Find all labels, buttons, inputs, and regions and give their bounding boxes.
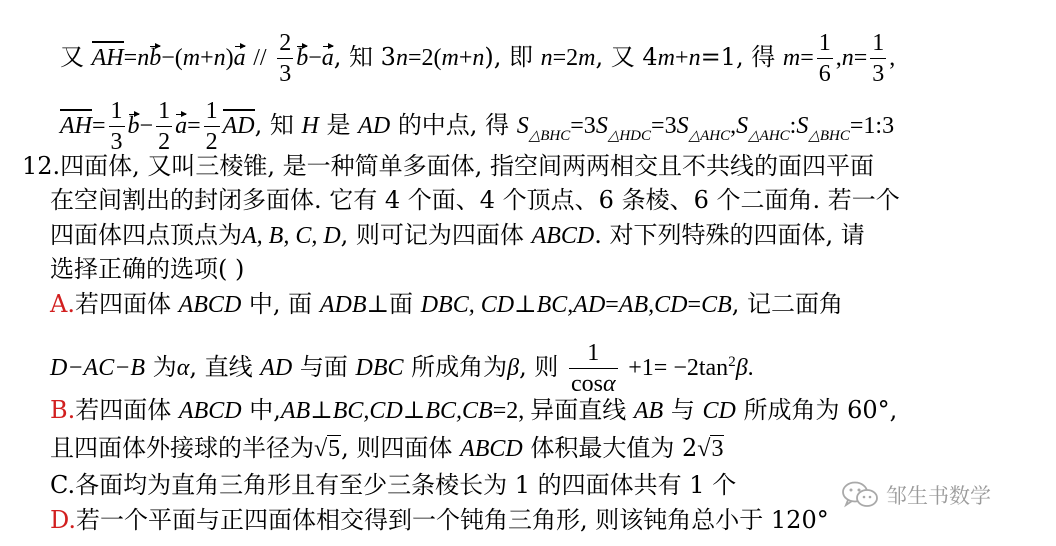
- sqrt-3: √3: [697, 436, 724, 462]
- option-a-line-1: A.若四面体 ABCD 中, 面 ADB⊥面 DBC, CD⊥BC,AD=AB,CD=CB, 记二面角: [50, 290, 843, 318]
- fraction-1-3: $\frac{1}{3}$: [110, 98, 123, 155]
- fraction-2-3: $\frac{2}{3}$: [279, 30, 292, 87]
- question-stem-line-1: 12.四面体, 又叫三棱锥, 是一种简单多面体, 指空间两两相交且不共线的面四平面: [22, 152, 874, 180]
- vector-b: b: [296, 45, 309, 71]
- option-b-label: B.: [50, 396, 76, 424]
- fraction-1-2: $\frac{1}{2}$: [158, 98, 171, 155]
- solution-line-2: AH= $\frac{1}{3}$ b− $\frac{1}{2}$ a= $\frac{1}{2}$ AD, 知 H 是 AD 的中点, 得 $S_{\triangle BHC}=3S_{\triangle HDC}=3S_{\triangle AHC},S_{\triangle AHC}:S_{\triangle BHC}=1:3$: [60, 98, 895, 155]
- watermark-text: 邹生书数学: [886, 484, 991, 508]
- sqrt-5: √5: [314, 436, 341, 462]
- question-stem-line-2: 在空间割出的封闭多面体. 它有 4 个面、4 个顶点、6 条棱、6 个二面角. 若一个: [50, 186, 900, 214]
- vector-b: b: [149, 45, 162, 71]
- vector-b: b: [127, 113, 140, 139]
- fraction-1-3: $\frac{1}{3}$: [872, 30, 885, 87]
- option-b-line-2: 且四面体外接球的半径为√5, 则四面体 ABCD 体积最大值为 2√3: [50, 434, 724, 462]
- option-c-label: C.: [50, 471, 76, 499]
- vector-a: a: [233, 45, 246, 71]
- fraction-1-2: $\frac{1}{2}$: [205, 98, 218, 155]
- vector-AD: AD: [223, 109, 255, 140]
- vector-AH: AH: [92, 41, 124, 72]
- option-d-line: D.若一个平面与正四面体相交得到一个钝角三角形, 则该钝角总小于 120°: [50, 506, 829, 534]
- solution-line-1: 又 AH=nb−(m+n)a // $\frac{2}{3}$ b−a, 知 3n=2(m+n), 即 n=2m, 又 4m+n=1, 得 m= $\frac{1}{6}$ ,n= $\frac{1}{3}$ ,: [60, 30, 896, 87]
- fraction-1-6: $\frac{1}{6}$: [818, 30, 831, 87]
- vector-AH: AH: [60, 109, 92, 140]
- vector-a: a: [175, 113, 188, 139]
- option-a-line-2: D−AC−B 为α, 直线 AD 与面 DBC 所成角为β, 则 $\frac{1}{\cos\alpha}$ $+1= -2\tan^2\beta$.: [50, 340, 754, 397]
- wechat-icon: [840, 480, 880, 510]
- question-number: 12.: [22, 152, 61, 180]
- text: 又: [60, 43, 84, 71]
- fraction-1-over-cos-alpha: $\frac{1}{\cos\alpha}$: [571, 340, 616, 397]
- question-stem-line-3: 四面体四点顶点为A, B, C, D, 则可记为四面体 ABCD. 对下列特殊的四面体, 请: [50, 221, 865, 249]
- option-b-line-1: B.若四面体 ABCD 中,AB⊥BC,CD⊥BC,CB=2, 异面直线 AB 与 CD 所成角为 60°,: [50, 396, 898, 424]
- vector-a: a: [321, 45, 334, 71]
- question-stem-line-4: 选择正确的选项( ): [50, 255, 245, 283]
- watermark: [840, 480, 991, 510]
- option-c-line: C.各面均为直角三角形且有至少三条棱长为 1 的四面体共有 1 个: [50, 471, 737, 499]
- option-d-label: D.: [50, 506, 77, 534]
- option-a-label: A.: [50, 290, 75, 318]
